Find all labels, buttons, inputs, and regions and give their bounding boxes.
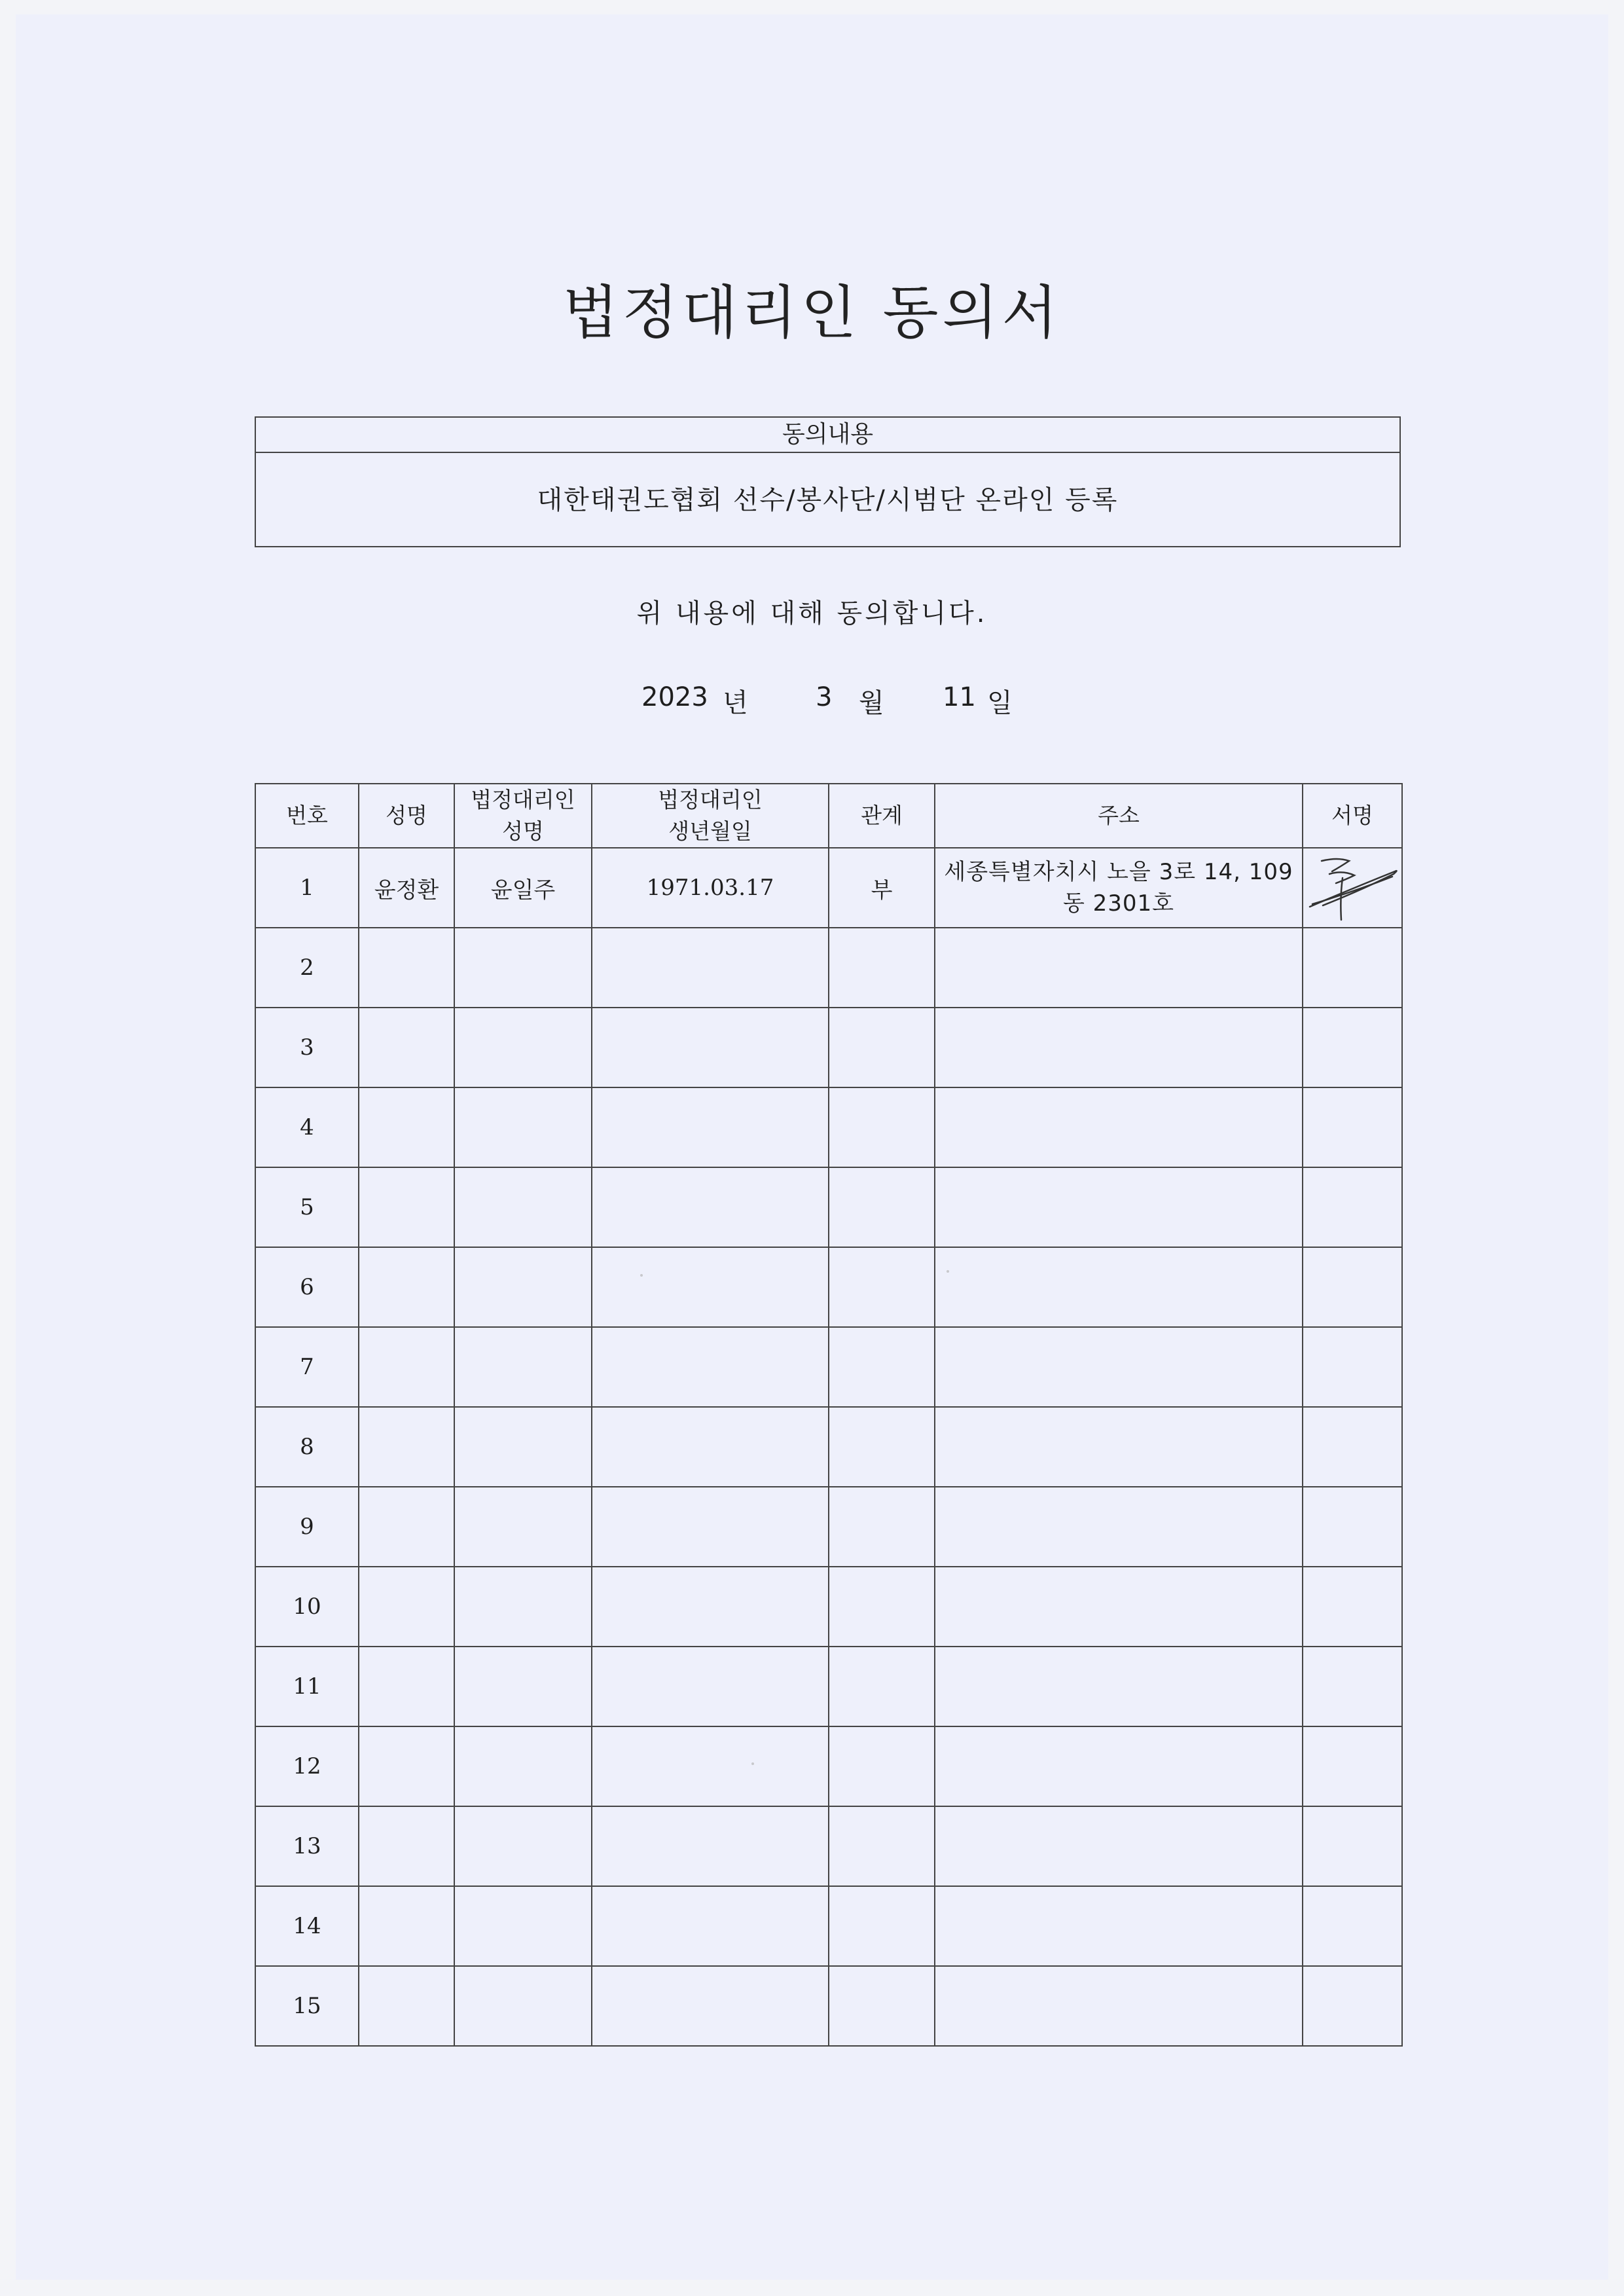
row-address (935, 1726, 1303, 1806)
row-address (935, 1487, 1303, 1567)
row-address (935, 1567, 1303, 1647)
table-body (255, 848, 1402, 2046)
row-relation (829, 1647, 935, 1726)
table-row (255, 1008, 1402, 1087)
date-day-label: 일 (987, 688, 1013, 718)
header-signature: 서명 (1303, 784, 1402, 848)
row-signature (1303, 1726, 1402, 1806)
table-header-row (255, 784, 1402, 848)
row-name (359, 1726, 454, 1806)
row-number: 6 (255, 1247, 359, 1327)
row-name (359, 1247, 454, 1327)
consent-header: 동의내용 (256, 418, 1399, 453)
row-relation (829, 928, 935, 1008)
row-guardian-birth (592, 1087, 829, 1167)
header-guardian-name-line2: 성명 (502, 818, 544, 844)
row-number: 9 (255, 1487, 359, 1567)
row-name (359, 1886, 454, 1966)
row-number: 5 (255, 1167, 359, 1247)
row-relation (829, 1087, 935, 1167)
row-signature (1303, 1407, 1402, 1487)
row-signature (1303, 1087, 1402, 1167)
row-number: 4 (255, 1087, 359, 1167)
row-number: 12 (255, 1726, 359, 1806)
row-relation (829, 1806, 935, 1886)
paper-speck (640, 1274, 643, 1277)
row-signature (1303, 1886, 1402, 1966)
row-guardian-name (454, 1327, 592, 1407)
row-number: 2 (255, 928, 359, 1008)
row-name (359, 1966, 454, 2046)
header-guardian-birth (592, 784, 829, 848)
row-number: 7 (255, 1327, 359, 1407)
row-name: 윤정환 (359, 848, 454, 928)
row-name (359, 1647, 454, 1726)
paper-speck (947, 1270, 949, 1273)
row-guardian-name (454, 1407, 592, 1487)
row-guardian-birth (592, 1407, 829, 1487)
row-guardian-birth (592, 1167, 829, 1247)
row-name (359, 1008, 454, 1087)
row-guardian-name (454, 1806, 592, 1886)
row-signature (1303, 1247, 1402, 1327)
row-guardian-birth (592, 1966, 829, 2046)
row-name (359, 928, 454, 1008)
row-address (935, 1008, 1303, 1087)
date-month: 3 (816, 682, 833, 712)
row-relation (829, 1726, 935, 1806)
row-guardian-name (454, 1567, 592, 1647)
agreement-statement: 위 내용에 대해 동의합니다. (636, 598, 988, 629)
row-signature (1303, 928, 1402, 1008)
row-guardian-name (454, 1726, 592, 1806)
row-number: 15 (255, 1966, 359, 2046)
row-name (359, 1087, 454, 1167)
guardian-table (255, 783, 1403, 2047)
date-day: 11 (943, 682, 976, 712)
date-year-label: 년 (723, 688, 748, 718)
table-row (255, 1966, 1402, 2046)
row-number: 11 (255, 1647, 359, 1726)
row-address (935, 1966, 1303, 2046)
row-guardian-name (454, 1087, 592, 1167)
row-signature (1303, 848, 1402, 928)
row-guardian-name (454, 1167, 592, 1247)
row-guardian-birth: 1971.03.17 (592, 848, 829, 928)
header-guardian-name (454, 784, 592, 848)
row-guardian-name (454, 1886, 592, 1966)
row-number: 1 (255, 848, 359, 928)
table-row (255, 1726, 1402, 1806)
header-address: 주소 (935, 784, 1303, 848)
row-name (359, 1567, 454, 1647)
row-address (935, 1087, 1303, 1167)
row-name (359, 1806, 454, 1886)
table-row (255, 1806, 1402, 1886)
row-signature (1303, 1647, 1402, 1726)
date-month-label: 월 (859, 688, 884, 718)
row-number: 13 (255, 1806, 359, 1886)
row-name (359, 1407, 454, 1487)
table-row (255, 1886, 1402, 1966)
header-guardian-name-line1: 법정대리인 (471, 787, 575, 812)
table-row (255, 1247, 1402, 1327)
row-guardian-birth (592, 928, 829, 1008)
row-relation (829, 1966, 935, 2046)
row-signature (1303, 1567, 1402, 1647)
consent-box (255, 416, 1401, 547)
row-guardian-birth (592, 1567, 829, 1647)
table-row (255, 848, 1402, 928)
paper-speck (751, 1762, 754, 1765)
row-guardian-name: 윤일주 (454, 848, 592, 928)
row-signature (1303, 1327, 1402, 1407)
row-address (935, 1407, 1303, 1487)
row-relation (829, 1407, 935, 1487)
table-row (255, 1487, 1402, 1567)
table-row (255, 1167, 1402, 1247)
row-guardian-birth (592, 1008, 829, 1087)
header-name: 성명 (359, 784, 454, 848)
table-row (255, 928, 1402, 1008)
row-number: 3 (255, 1008, 359, 1087)
row-relation (829, 1247, 935, 1327)
row-relation (829, 1008, 935, 1087)
row-guardian-name (454, 1008, 592, 1087)
row-relation: 부 (829, 848, 935, 928)
row-guardian-name (454, 1647, 592, 1726)
row-guardian-name (454, 1247, 592, 1327)
row-guardian-name (454, 1966, 592, 2046)
header-relation: 관계 (829, 784, 935, 848)
document-title: 법정대리인 동의서 (562, 279, 1062, 346)
row-relation (829, 1487, 935, 1567)
row-address: 세종특별자치시 노을 3로 14, 109동 2301호 (935, 848, 1303, 928)
table-row (255, 1647, 1402, 1726)
row-guardian-birth (592, 1247, 829, 1327)
table-row (255, 1567, 1402, 1647)
signature-mark (1303, 852, 1401, 924)
row-guardian-birth (592, 1647, 829, 1726)
row-name (359, 1327, 454, 1407)
row-relation (829, 1327, 935, 1407)
row-address (935, 1647, 1303, 1726)
row-number: 10 (255, 1567, 359, 1647)
table-row (255, 1087, 1402, 1167)
header-guardian-birth-line2: 생년월일 (668, 818, 752, 844)
row-address (935, 928, 1303, 1008)
row-address (935, 1167, 1303, 1247)
row-relation (829, 1886, 935, 1966)
row-address (935, 1327, 1303, 1407)
row-name (359, 1487, 454, 1567)
row-signature (1303, 1008, 1402, 1087)
row-guardian-birth (592, 1806, 829, 1886)
row-relation (829, 1567, 935, 1647)
consent-content: 대한태권도협회 선수/봉사단/시범단 온라인 등록 (537, 485, 1119, 515)
row-guardian-birth (592, 1487, 829, 1567)
row-name (359, 1167, 454, 1247)
row-guardian-birth (592, 1327, 829, 1407)
header-guardian-birth-line1: 법정대리인 (658, 787, 763, 812)
row-signature (1303, 1167, 1402, 1247)
row-signature (1303, 1487, 1402, 1567)
row-address (935, 1806, 1303, 1886)
header-number: 번호 (255, 784, 359, 848)
row-guardian-birth (592, 1726, 829, 1806)
row-address (935, 1886, 1303, 1966)
table-row (255, 1407, 1402, 1487)
row-signature (1303, 1966, 1402, 2046)
row-relation (829, 1167, 935, 1247)
row-number: 8 (255, 1407, 359, 1487)
row-signature (1303, 1806, 1402, 1886)
date-year: 2023 (641, 682, 708, 712)
row-guardian-name (454, 1487, 592, 1567)
row-address (935, 1247, 1303, 1327)
row-number: 14 (255, 1886, 359, 1966)
row-guardian-name (454, 928, 592, 1008)
row-guardian-birth (592, 1886, 829, 1966)
table-row (255, 1327, 1402, 1407)
